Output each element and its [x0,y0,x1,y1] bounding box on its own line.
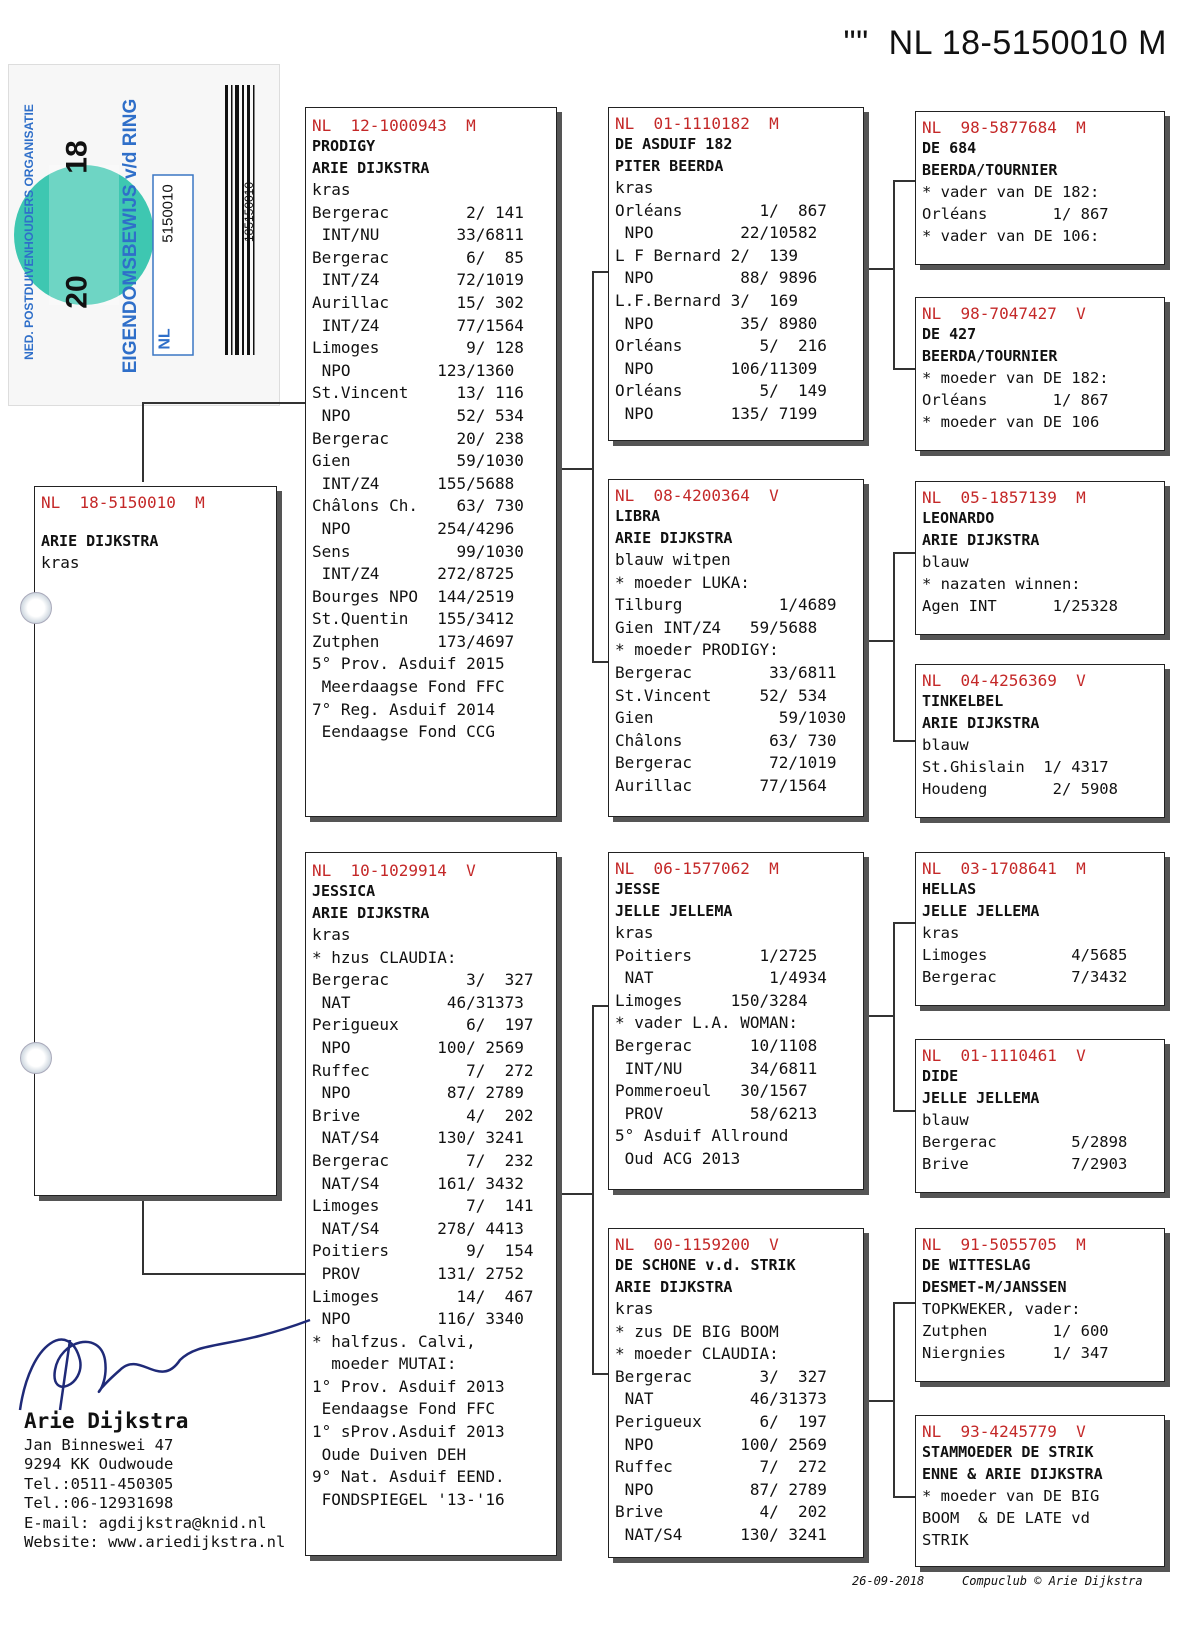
performance-line: L F Bernard 2/ 139 [615,245,799,265]
punch-hole [20,592,52,624]
performance-line: 1° sProv.Asduif 2013 [312,1422,505,1442]
subject-pigeon-card [34,486,277,1196]
country-code: NL [156,328,174,350]
barcode-number: 185150010 [242,181,257,243]
performance-line: 9° Nat. Asduif EEND. [312,1467,505,1487]
performance-line: FONDSPIEGEL '13-'16 [312,1489,505,1509]
performance-line: NPO 100/ 2569 [312,1037,524,1057]
performance-line: Bergerac 3/ 327 [615,1366,827,1386]
performance-line: NAT 46/31373 [615,1389,827,1409]
connector [893,1302,895,1498]
telephone-2: Tel.:06-12931698 [24,1494,174,1512]
performance-line: Orléans 1/ 867 [922,205,1109,223]
pigeon-name: LEONARDO [922,509,995,527]
performance-line: INT/Z4 77/1564 [312,315,524,335]
performance-line: kras [615,923,654,942]
performance-line: NPO 100/ 2569 [615,1434,827,1454]
performance-line: NPO 87/ 2789 [615,1479,827,1499]
ring-number: NL 03-1708641 M [922,859,1086,878]
performance-line: Perigueux 6/ 197 [312,1015,534,1035]
performance-line: * vader van DE 106: [922,227,1100,245]
performance-line: Niergnies 1/ 347 [922,1344,1109,1362]
grandparent-card [608,107,864,441]
performance-line: Bergerac 2/ 141 [312,202,524,222]
great-grandparent-card [915,1039,1165,1193]
performance-line: 5° Asduif Allround [615,1126,789,1146]
header-ring-number [844,24,1167,63]
ring-number: NL 98-5877684 M [922,118,1086,137]
performance-line: kras [312,180,351,199]
performance-line: Brive 4/ 202 [312,1105,534,1125]
pigeon-name: DE WITTESLAG [922,1256,1031,1274]
performance-line: INT/Z4 72/1019 [312,270,524,290]
pigeon-name: JESSE [615,880,661,898]
performance-line: NPO 135/ 7199 [615,403,818,423]
breeder-name: ARIE DIJKSTRA [312,904,430,922]
pigeon-name: LIBRA [615,507,661,525]
credit: Compuclub © Arie Dijkstra [962,1574,1143,1588]
performance-line: NPO 35/ 8980 [615,313,818,333]
performance-line: moeder MUTAI: [312,1354,457,1374]
ring-number: NL 01-1110461 V [922,1046,1086,1065]
ring-number: NL 98-7047427 V [922,304,1086,323]
color: kras [41,553,80,572]
ring-number: NL 91-5055705 M [922,1235,1086,1254]
connector [592,271,594,663]
certificate-title: EIGENDOMSBEWIJS v/d RING [120,98,141,374]
performance-line: Sens 99/1030 [312,541,524,561]
pigeon-name: STAMMOEDER DE STRIK [922,1443,1094,1461]
performance-line: PROV 58/6213 [615,1103,818,1123]
breeder-name: PITER BEERDA [615,157,724,175]
performance-line: Bergerac 72/1019 [615,753,837,773]
performance-line: TOPKWEKER, vader: [922,1300,1081,1318]
great-grandparent-card [915,111,1165,265]
performance-line: PROV 131/ 2752 [312,1263,524,1283]
website: Website: www.ariedijkstra.nl [24,1533,286,1551]
connector [893,180,895,370]
performance-line: St.Ghislain 1/ 4317 [922,758,1109,776]
performance-line: Pommeroeul 30/1567 [615,1081,808,1101]
performance-line: Bourges NPO 144/2519 [312,586,515,606]
connector [555,468,593,470]
connector [592,661,608,663]
pigeon-name: PRODIGY [312,137,376,155]
ring-number: NL 06-1577062 M [615,859,779,878]
performance-line: kras [312,925,351,944]
breeder-name: BEERDA/TOURNIER [922,161,1058,179]
performance-line: St.Vincent 13/ 116 [312,383,524,403]
owner-name: Arie Dijkstra [24,1409,189,1433]
performance-line: * moeder CLAUDIA: [615,1344,779,1364]
performance-line: L.F.Bernard 3/ 169 [615,290,799,310]
breeder-name: DESMET-M/JANSSEN [922,1278,1067,1296]
breeder-name: JELLE JELLEMA [922,1089,1040,1107]
performance-line: Bergerac 5/2898 [922,1133,1128,1151]
connector [142,402,305,404]
connector [893,368,915,370]
address-street: Jan Binneswei 47 [24,1435,174,1454]
performance-line: Orléans 5/ 149 [615,381,827,401]
performance-line: Limoges 9/ 128 [312,338,524,358]
pigeon-name: DIDE [922,1067,959,1085]
ring-number: NL 12-1000943 M [312,116,476,135]
pigeon-name: HELLAS [922,880,977,898]
performance-line: Châlons 63/ 730 [615,730,837,750]
great-grandparent-card [915,481,1165,635]
connector [142,1195,144,1275]
punch-hole [20,1042,52,1074]
owner-address-block [24,1409,286,1553]
performance-line: Eendaagse Fond CCG [312,722,496,742]
performance-line: Poitiers 9/ 154 [312,1241,534,1261]
great-grandparent-card [915,1415,1165,1567]
performance-line: Zutphen 1/ 600 [922,1322,1109,1340]
performance-line: Limoges 7/ 141 [312,1196,534,1216]
performance-line: Gien 59/1030 [615,708,847,728]
performance-line: Oud ACG 2013 [615,1148,741,1168]
ring-number: NL 04-4256369 V [922,671,1086,690]
connector [893,180,915,182]
connector [862,268,894,270]
performance-line: * halfzus. Calvi, [312,1331,476,1351]
performance-line: NAT/S4 161/ 3432 [312,1173,524,1193]
performance-line: St.Vincent 52/ 534 [615,685,827,705]
connector [893,1302,915,1304]
performance-line: Poitiers 1/2725 [615,945,818,965]
performance-line: NPO 116/ 3340 [312,1309,524,1329]
performance-line: Houdeng 2/ 5908 [922,780,1118,798]
performance-line: Orléans 1/ 867 [615,200,827,220]
performance-line: NAT 46/31373 [312,992,524,1012]
ring-number: NL 93-4245779 V [922,1422,1086,1441]
performance-line: 7° Reg. Asduif 2014 [312,699,496,719]
connector [555,1193,593,1195]
breeder-name: ENNE & ARIE DIJKSTRA [922,1465,1103,1483]
performance-line: Ruffec 7/ 272 [312,1060,534,1080]
performance-line: 1° Prov. Asduif 2013 [312,1376,505,1396]
performance-line: Gien 59/1030 [312,451,524,471]
performance-line: Agen INT 1/25328 [922,597,1118,615]
performance-line: Ruffec 7/ 272 [615,1457,827,1477]
performance-line: Aurillac 15/ 302 [312,292,524,312]
performance-line: Zutphen 173/4697 [312,631,515,651]
breeder-name: ARIE DIJKSTRA [922,714,1040,732]
pigeon-name: JESSICA [312,882,376,900]
print-date: 26-09-2018 [852,1574,925,1588]
performance-line: INT/NU 33/6811 [312,225,524,245]
connector [142,1273,305,1275]
connector [142,402,144,482]
breeder-name: ARIE DIJKSTRA [312,159,430,177]
performance-line: Bergerac 33/6811 [615,662,837,682]
performance-line: NPO 22/10582 [615,223,818,243]
great-grandparent-card [915,852,1165,1006]
performance-line: Perigueux 6/ 197 [615,1411,827,1431]
performance-line: St.Quentin 155/3412 [312,609,515,629]
ring-number: NL 00-1159200 V [615,1235,779,1254]
performance-line: kras [615,178,654,197]
org-text: NED. POSTDUIVENHOUDERS ORGANISATIE [22,104,36,360]
ownership-certificate-logo [8,64,280,406]
performance-line: Bergerac 10/1108 [615,1035,818,1055]
performance-line: Tilburg 1/4689 [615,595,837,615]
performance-line: Brive 4/ 202 [615,1502,827,1522]
performance-line: * zus DE BIG BOOM [615,1321,779,1341]
performance-line: * nazaten winnen: [922,575,1081,593]
performance-line: NPO 88/ 9896 [615,268,818,288]
connector [592,271,608,273]
year-left: 20 [60,275,94,309]
performance-line: Bergerac 7/ 232 [312,1150,534,1170]
great-grandparent-card [915,664,1165,818]
performance-line: blauw [922,553,969,571]
performance-line: Châlons Ch. 63/ 730 [312,496,524,516]
performance-line: NAT/S4 130/ 3241 [615,1524,827,1544]
performance-line: NAT/S4 278/ 4413 [312,1218,524,1238]
performance-line: kras [922,924,960,942]
breeder-name: JELLE JELLEMA [922,902,1040,920]
performance-line: BOOM & DE LATE vd [922,1509,1090,1527]
performance-line: * moeder PRODIGY: [615,640,779,660]
performance-line: * hzus CLAUDIA: [312,947,457,967]
performance-line: NPO 52/ 534 [312,405,524,425]
header-quote-mark: "" [843,24,869,62]
connector [893,1110,915,1112]
connector [893,922,915,924]
performance-line: * moeder LUKA: [615,572,750,592]
performance-line: Bergerac 20/ 238 [312,428,524,448]
performance-line: Limoges 150/3284 [615,990,808,1010]
connector [893,922,895,1112]
performance-line: Brive 7/2903 [922,1155,1128,1173]
breeder-name: ARIE DIJKSTRA [615,529,733,547]
certificate-ring-number: 5150010 [159,184,177,243]
performance-line: INT/Z4 272/8725 [312,564,515,584]
breeder-name: ARIE DIJKSTRA [41,532,159,550]
performance-line: Bergerac 6/ 85 [312,247,524,267]
grandparent-card [608,479,864,817]
ring-number: NL 10-1029914 V [312,861,476,880]
connector [592,1373,608,1375]
connector [592,1005,608,1007]
ring-number: NL 05-1857139 M [922,488,1086,507]
performance-line: blauw [922,736,969,754]
performance-line: Orléans 5/ 216 [615,336,827,356]
pigeon-name: TINKELBEL [922,692,1004,710]
card-line [35,512,276,530]
pigeon-name: DE SCHONE v.d. STRIK [615,1256,796,1274]
performance-line: kras [615,1299,654,1318]
breeder-name: ARIE DIJKSTRA [615,1278,733,1296]
address-city: 9294 KK Oudwoude [24,1455,174,1473]
breeder-name: BEERDA/TOURNIER [922,347,1058,365]
connector [862,1015,894,1017]
performance-line: NAT 1/4934 [615,968,827,988]
connector [893,1496,915,1498]
performance-line: Bergerac 3/ 327 [312,970,534,990]
performance-line: NAT/S4 130/ 3241 [312,1128,524,1148]
certificate-graphic [9,65,279,405]
performance-line: blauw witpen [615,550,731,569]
performance-line: NPO 87/ 2789 [312,1083,524,1103]
ring-number: NL 01-1110182 M [615,114,779,133]
performance-line: Orléans 1/ 867 [922,391,1109,409]
header-ring-text: NL 18-5150010 M [888,24,1167,62]
sire-card [305,107,557,817]
pigeon-name: DE 684 [922,139,977,157]
performance-line: * moeder van DE 106 [922,413,1100,431]
performance-line: INT/NU 34/6811 [615,1058,818,1078]
performance-line: Limoges 14/ 467 [312,1286,534,1306]
connector [893,740,915,742]
pigeon-name: DE 427 [922,325,977,343]
performance-line: Aurillac 77/1564 [615,775,827,795]
performance-line: 5° Prov. Asduif 2015 [312,654,505,674]
performance-line: Eendaagse Fond FFC [312,1399,496,1419]
performance-line: INT/Z4 155/5688 [312,473,515,493]
connector [893,552,895,742]
connector [592,1005,594,1375]
performance-line: * moeder van DE 182: [922,369,1109,387]
breeder-name: ARIE DIJKSTRA [922,531,1040,549]
year-right: 18 [60,140,94,174]
performance-line: Gien INT/Z4 59/5688 [615,617,818,637]
breeder-name: JELLE JELLEMA [615,902,733,920]
connector [893,552,915,554]
telephone-1: Tel.:0511-450305 [24,1474,174,1493]
email: E-mail: agdijkstra@knid.nl [24,1513,267,1532]
great-grandparent-card [915,297,1165,451]
performance-line: NPO 106/11309 [615,358,818,378]
ring-number: NL 08-4200364 V [615,486,779,505]
performance-line: Bergerac 7/3432 [922,968,1128,986]
grandparent-card [608,852,864,1190]
connector [862,640,894,642]
performance-line: * moeder van DE BIG [922,1487,1100,1505]
performance-line: NPO 254/4296 [312,518,515,538]
performance-line: Limoges 4/5685 [922,946,1128,964]
performance-line: NPO 123/1360 [312,360,515,380]
performance-line: Meerdaagse Fond FFC [312,677,505,697]
grandparent-card [608,1228,864,1558]
ring-number: NL 18-5150010 M [41,493,205,512]
connector [862,1400,894,1402]
dam-card [305,852,557,1556]
performance-line: Oude Duiven DEH [312,1444,467,1464]
performance-line: * vader L.A. WOMAN: [615,1013,799,1033]
performance-line: * vader van DE 182: [922,183,1100,201]
pigeon-name: DE ASDUIF 182 [615,135,733,153]
performance-line: STRIK [922,1531,969,1549]
great-grandparent-card [915,1228,1165,1382]
performance-line: blauw [922,1111,969,1129]
